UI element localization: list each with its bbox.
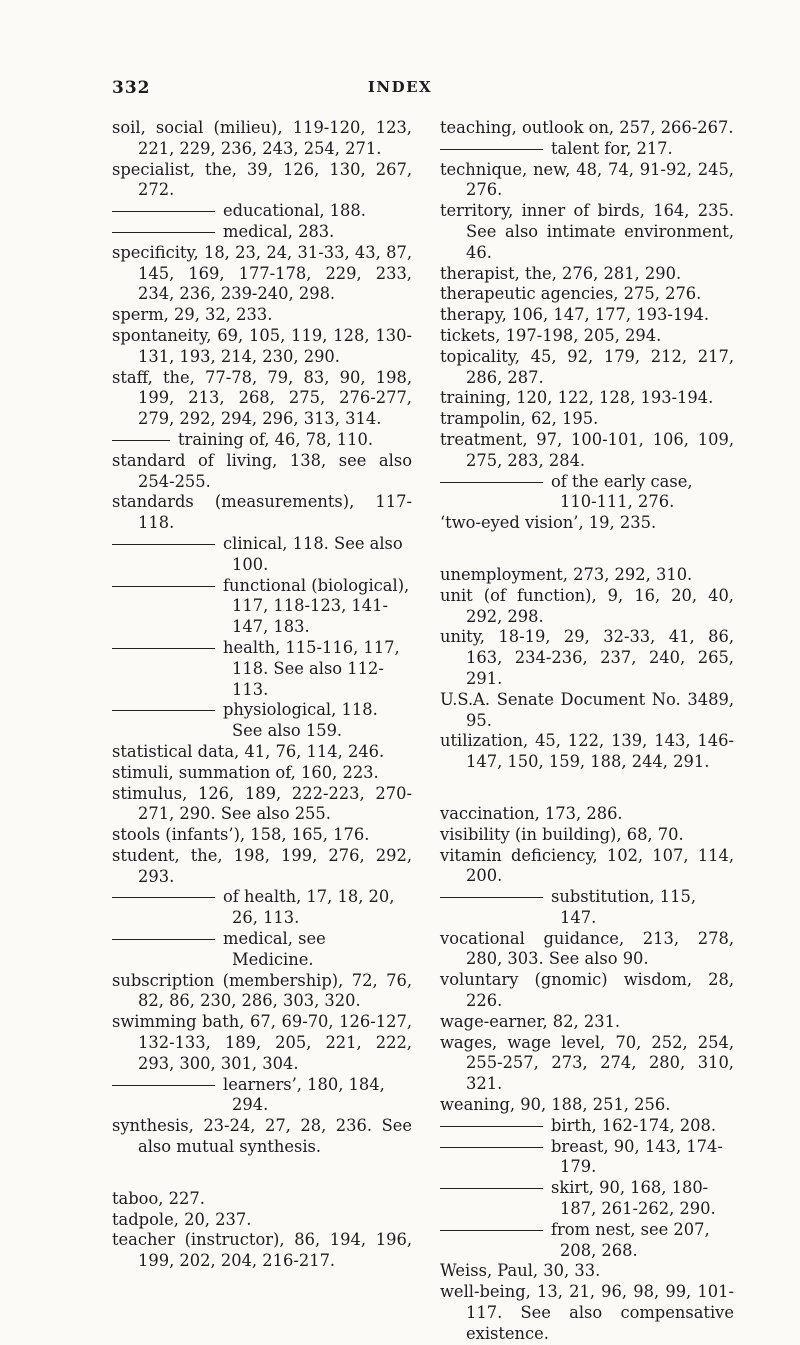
index-subentry [112,1075,412,1117]
entry-text: specificity, 18, 23, 24, 31-33, 43, 87, 145, 169, 177-178, 229, 233, 234, 236, 239-240, 298. [112,242,412,304]
index-subentry [440,472,734,514]
repeat-dash [440,1147,543,1148]
entry-text: educational, 188. [223,201,366,221]
index-entry [440,430,734,472]
index-entry [440,1282,734,1344]
entry-text: learners’, 180, 184, 294. [223,1074,385,1115]
index-entry [440,347,734,389]
entry-text: therapy, 106, 147, 177, 193-194. [440,305,710,325]
section-gap [112,1158,412,1189]
index-entry [112,1116,412,1158]
entry-text: functional (biological), 117, 118-123, 141-147, 183. [223,575,410,637]
index-subentry [112,430,412,451]
index-entry [440,929,734,971]
running-head: INDEX [367,78,433,96]
repeat-dash [440,897,543,898]
index-entry [112,971,412,1013]
entry-text: teaching, outlook on, 257, 266-267. [440,118,734,137]
entry-text: visibility (in building), 68, 70. [440,824,684,844]
index-subentry [112,576,412,638]
repeat-dash [440,1126,543,1127]
index-entry [112,326,412,368]
index-entry [440,825,734,846]
repeat-dash [112,232,215,233]
index-entry [112,118,412,160]
index-subentry [112,887,412,929]
repeat-dash [112,211,215,212]
repeat-dash [112,440,170,441]
entry-text: territory, inner of birds, 164, 235. See also intimate environment, 46. [440,201,734,262]
index-entry [112,1210,412,1231]
index-entry [440,409,734,430]
entry-text: synthesis, 23-24, 27, 28, 236. See also mutual synthesis. [112,1116,412,1157]
index-entry [440,846,734,888]
index-entry [112,1230,412,1272]
entry-text: teacher (instructor), 86, 194, 196, 199, 202, 204, 216-217. [112,1230,412,1271]
entry-text: taboo, 227. [112,1188,205,1208]
index-subentry [112,222,412,243]
index-entry [440,565,734,586]
index-subentry [112,638,412,700]
index-subentry [112,534,412,576]
index-entry [112,763,412,784]
entry-text: birth, 162-174, 208. [551,1115,717,1135]
repeat-dash [112,544,215,545]
index-subentry [440,1220,734,1262]
index-entry [440,970,734,1012]
index-entry [440,586,734,628]
entry-text: unity, 18-19, 29, 32-33, 41, 86, 163, 234-236, 237, 240, 265, 291. [440,627,734,688]
repeat-dash [112,586,215,587]
index-entry [440,731,734,773]
entry-text: health, 115-116, 117, 118. See also 112-113. [223,637,400,699]
entry-text: ‘two-eyed vision’, 19, 235. [440,513,657,533]
entry-text: wage-earner, 82, 231. [440,1011,621,1031]
entry-text: skirt, 90, 168, 180-187, 261-262, 290. [551,1178,716,1219]
entry-text: vitamin deficiency, 102, 107, 114, 200. [440,845,734,886]
repeat-dash [112,897,215,898]
entry-text: student, the, 198, 199, 276, 292, 293. [112,845,412,886]
entry-text: tadpole, 20, 237. [112,1209,252,1229]
index-entry [440,1033,734,1095]
index-entry [440,201,734,263]
entry-text: of the early case, 110-111, 276. [551,471,693,512]
index-subentry [112,201,412,222]
index-subentry [440,139,734,160]
entry-text: vocational guidance, 213, 278, 280, 303. See also 90. [440,928,734,969]
entry-text: of health, 17, 18, 20, 26, 113. [223,887,395,928]
index-entry [440,264,734,285]
entry-text: stimulus, 126, 189, 222-223, 270-271, 290. See also 255. [112,783,412,824]
entry-text: treatment, 97, 100-101, 106, 109, 275, 283, 284. [440,429,734,470]
entry-text: utilization, 45, 122, 139, 143, 146-147, 150, 159, 188, 244, 291. [440,731,734,772]
entry-text: training of, 46, 78, 110. [178,429,374,449]
index-subentry [112,700,412,742]
index-entry [112,784,412,826]
entry-text: U.S.A. Senate Document No. 3489, 95. [440,689,734,730]
index-entry [440,305,734,326]
entry-text: swimming bath, 67, 69-70, 126-127, 132-133, 189, 205, 221, 222, 293, 300, 301, 304. [112,1012,412,1073]
entry-text: unit (of function), 9, 16, 20, 40, 292, 298. [440,585,734,626]
repeat-dash [112,710,215,711]
entry-text: therapeutic agencies, 275, 276. [440,284,702,304]
entry-text: standards (measurements), 117-118. [112,492,412,533]
index-entry [440,1012,734,1033]
entry-text: topicality, 45, 92, 179, 212, 217, 286, 287. [440,346,734,387]
entry-text: weaning, 90, 188, 251, 256. [440,1095,671,1115]
index-column-left [112,118,412,1272]
index-subentry [440,887,734,929]
repeat-dash [440,1188,543,1189]
repeat-dash [112,1085,215,1086]
index-subentry [440,1178,734,1220]
index-entry [440,627,734,689]
entry-text: trampolin, 62, 195. [440,409,599,429]
entry-text: wages, wage level, 70, 252, 254, 255-257, 273, 274, 280, 310, 321. [440,1032,734,1094]
entry-text: breast, 90, 143, 174-179. [551,1136,723,1177]
entry-text: Weiss, Paul, 30, 33. [440,1261,601,1281]
index-entry [112,451,412,493]
entry-text: medical, 283. [223,221,335,241]
index-column-right [440,118,734,1345]
index-entry [112,825,412,846]
entry-text: talent for, 217. [551,138,673,158]
entry-text: stools (infants’), 158, 165, 176. [112,825,370,845]
index-entry [440,160,734,202]
entry-text: technique, new, 48, 74, 91-92, 245, 276. [440,159,734,200]
index-subentry [440,1137,734,1179]
entry-text: standard of living, 138, see also 254-255. [112,450,412,491]
index-entry [440,284,734,305]
repeat-dash [112,939,215,940]
section-gap [440,534,734,565]
index-entry [440,690,734,732]
repeat-dash [440,149,543,150]
page-header [0,78,800,102]
index-subentry [440,1116,734,1137]
index-entry [440,1261,734,1282]
entry-text: well-being, 13, 21, 96, 98, 99, 101-117. See also compensative existence. [440,1282,734,1343]
entry-text: voluntary (gnomic) wisdom, 28, 226. [440,970,734,1011]
entry-text: spontaneity, 69, 105, 119, 128, 130-131, 193, 214, 230, 290. [112,325,412,366]
entry-text: staff, the, 77-78, 79, 83, 90, 198, 199, 213, 268, 275, 276-277, 279, 292, 294, 296, 313, 314. [112,367,412,429]
entry-text: soil, social (milieu), 119-120, 123, 221, 229, 236, 243, 254, 271. [112,118,412,158]
entry-text: stimuli, summation of, 160, 223. [112,762,379,782]
entry-text: tickets, 197-198, 205, 294. [440,325,662,345]
entry-text: training, 120, 122, 128, 193-194. [440,388,714,408]
index-entry [112,846,412,888]
entry-text: statistical data, 41, 76, 114, 246. [112,741,385,761]
index-entry [112,368,412,430]
entry-text: vaccination, 173, 286. [440,803,623,823]
entry-text: subscription (membership), 72, 76, 82, 86, 230, 286, 303, 320. [112,970,412,1011]
entry-text: substitution, 115, 147. [551,887,697,927]
entry-text: sperm, 29, 32, 233. [112,305,273,325]
entry-text: therapist, the, 276, 281, 290. [440,263,682,283]
index-entry [112,1189,412,1210]
page-number: 332 [112,78,151,98]
index-entry [440,804,734,825]
index-subentry [112,929,412,971]
index-entry [112,243,412,305]
index-entry [112,160,412,202]
entry-text: from nest, see 207, 208, 268. [551,1219,710,1260]
index-entry [440,1095,734,1116]
index-entry [112,1012,412,1074]
repeat-dash [112,648,215,649]
entry-text: unemployment, 273, 292, 310. [440,564,693,584]
repeat-dash [440,1230,543,1231]
entry-text: specialist, the, 39, 126, 130, 267, 272. [112,159,412,200]
entry-text: physiological, 118. See also 159. [223,700,378,741]
index-entry [112,742,412,763]
repeat-dash [440,482,543,483]
index-entry [112,492,412,534]
index-entry [112,305,412,326]
index-entry [440,118,734,139]
entry-text: medical, see Medicine. [223,929,326,969]
index-entry [440,513,734,534]
index-entry [440,326,734,347]
section-gap [440,773,734,804]
index-entry [440,388,734,409]
entry-text: clinical, 118. See also 100. [223,533,403,574]
